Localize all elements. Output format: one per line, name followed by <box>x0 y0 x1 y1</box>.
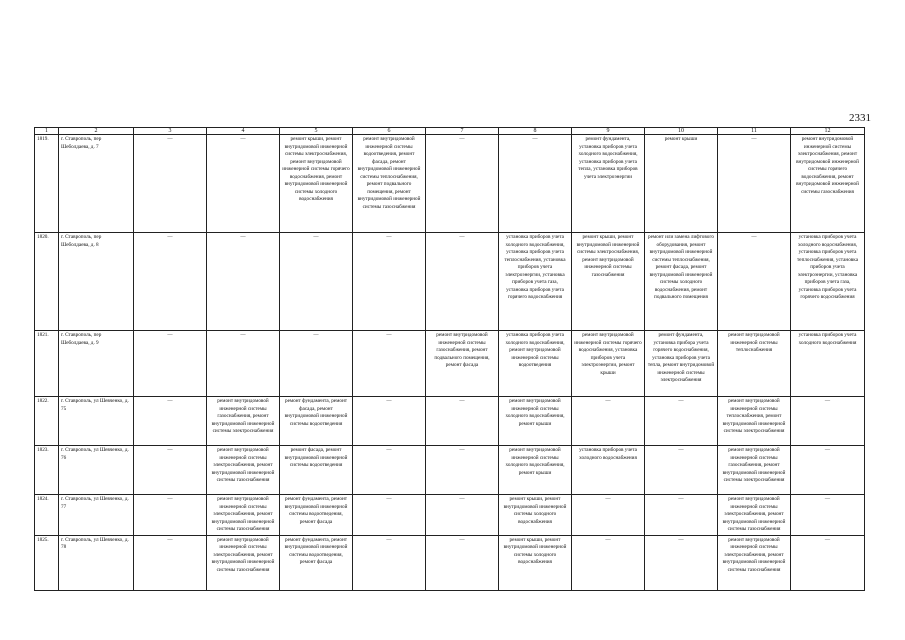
work-cell: — <box>499 135 572 233</box>
column-header: 5 <box>280 128 353 135</box>
column-number-row <box>35 128 865 135</box>
table-row <box>35 535 865 590</box>
work-cell: ремонт крыши, ремонт внутридомовой инженерной системы холодного водоснабжения <box>499 535 572 590</box>
work-cell: — <box>134 446 207 495</box>
address-cell: г. Ставрополь, пер Шеболдаева, д. 7 <box>59 135 134 233</box>
work-cell: установка приборов учета холодного водоснабжения, установка приборов учета теплоснабжения, установка приборов учета электроэнергии, установка приборов учета газа, установка приборов учета горячего водоснабжения <box>499 233 572 331</box>
row-number: 1819. <box>35 135 59 233</box>
address-cell: г. Ставрополь, пер Шеболдаева, д. 9 <box>59 331 134 397</box>
column-header: 11 <box>718 128 791 135</box>
row-number: 1822. <box>35 397 59 446</box>
work-cell: ремонт фасада, ремонт внутридомовой инженерной системы водоотведения <box>280 446 353 495</box>
table-row <box>35 397 865 446</box>
work-cell: — <box>426 535 499 590</box>
work-cell: — <box>791 535 865 590</box>
table-row <box>35 446 865 495</box>
repair-schedule-table <box>34 127 865 591</box>
column-header: 1 <box>35 128 59 135</box>
work-cell: — <box>134 535 207 590</box>
row-number: 1820. <box>35 233 59 331</box>
column-header: 3 <box>134 128 207 135</box>
work-cell: — <box>426 446 499 495</box>
work-cell: — <box>134 135 207 233</box>
address-cell: г. Ставрополь, ул Шевченко, д. 77 <box>59 495 134 536</box>
work-cell: — <box>353 446 426 495</box>
work-cell: ремонт фундамента, ремонт внутридомовой инженерной системы водоотведения, ремонт фасада <box>280 535 353 590</box>
work-cell: — <box>134 331 207 397</box>
work-cell: ремонт фундамента, установка приборов учета холодного водоснабжения, установка приборов учета тепла, установка приборов учета электроэнергии <box>572 135 645 233</box>
work-cell: — <box>280 331 353 397</box>
work-cell: ремонт внутридомовой инженерной системы холодного водоснабжения, ремонт крыши <box>499 397 572 446</box>
address-cell: г. Ставрополь, ул Шевченко, д. 78 <box>59 535 134 590</box>
work-cell: установка приборов учета холодного водоснабжения <box>791 331 865 397</box>
address-cell: г. Ставрополь, ул Шевченко, д. 76 <box>59 446 134 495</box>
column-header: 10 <box>645 128 718 135</box>
column-header: 7 <box>426 128 499 135</box>
work-cell: ремонт внутридомовой инженерной системы газоснабжения, ремонт внутридомовой инженерной системы электроснабжения <box>718 446 791 495</box>
work-cell: — <box>718 233 791 331</box>
work-cell: — <box>645 446 718 495</box>
work-cell: ремонт крыши, ремонт внутридомовой инженерной системы электроснабжения, ремонт внутридомовой инженерной системы газоснабжения <box>572 233 645 331</box>
work-cell: — <box>426 135 499 233</box>
work-cell: ремонт внутридомовой инженерной системы водоотведения, ремонт фасада, ремонт внутридомовой инженерной системы теплоснабжения, ремонт подвального помещения, ремонт внутридомовой инженерной системы газоснабжения <box>353 135 426 233</box>
table-row <box>35 331 865 397</box>
work-cell: — <box>134 233 207 331</box>
table-row <box>35 495 865 536</box>
work-cell: установка приборов учета холодного водоснабжения <box>572 446 645 495</box>
work-cell: — <box>134 397 207 446</box>
row-number: 1824. <box>35 495 59 536</box>
work-cell: — <box>426 233 499 331</box>
row-number: 1823. <box>35 446 59 495</box>
work-cell: — <box>207 135 280 233</box>
work-cell: — <box>791 397 865 446</box>
address-cell: г. Ставрополь, ул Шевченко, д. 75 <box>59 397 134 446</box>
work-cell: ремонт фундамента, ремонт внутридомовой инженерной системы водоотведения, ремонт фасада <box>280 495 353 536</box>
work-cell: — <box>280 233 353 331</box>
work-cell: — <box>426 495 499 536</box>
work-cell: ремонт внутридомовой инженерной системы электроснабжения, ремонт внутридомовой инженерной системы горячего водоснабжения, ремонт внутридомовой инженерной системы газоснабжения <box>791 135 865 233</box>
row-number: 1825. <box>35 535 59 590</box>
work-cell: — <box>426 397 499 446</box>
work-cell: — <box>572 535 645 590</box>
work-cell: ремонт внутридомовой инженерной системы холодного водоснабжения, ремонт крыши <box>499 446 572 495</box>
work-cell: ремонт внутридомовой инженерной системы электроснабжения, ремонт внутридомовой инженерной системы газоснабжения <box>207 446 280 495</box>
page-number: 2331 <box>849 112 871 124</box>
work-cell: — <box>791 446 865 495</box>
column-header: 6 <box>353 128 426 135</box>
work-cell: ремонт внутридомовой инженерной системы газоснабжения, ремонт подвального помещения, ремонт фасада <box>426 331 499 397</box>
column-header: 9 <box>572 128 645 135</box>
work-cell: — <box>645 495 718 536</box>
work-cell: ремонт крыши <box>645 135 718 233</box>
work-cell: — <box>645 535 718 590</box>
work-cell: — <box>353 535 426 590</box>
column-header: 12 <box>791 128 865 135</box>
work-cell: — <box>791 495 865 536</box>
work-cell: ремонт внутридомовой инженерной системы электроснабжения, ремонт внутридомовой инженерной системы газоснабжения <box>718 535 791 590</box>
work-cell: — <box>645 397 718 446</box>
work-cell: — <box>353 331 426 397</box>
work-cell: ремонт внутридомовой инженерной системы электроснабжения, ремонт внутридомовой инженерной системы газоснабжения <box>207 535 280 590</box>
work-cell: ремонт или замена лифтового оборудования, ремонт внутридомовой инженерной системы теплоснабжения, ремонт фасада, ремонт внутридомовой инженерной системы холодного водоснабжения, ремонт подвального помещения <box>645 233 718 331</box>
work-cell: — <box>572 397 645 446</box>
work-cell: — <box>572 495 645 536</box>
work-cell: ремонт внутридомовой инженерной системы теплоснабжения <box>718 331 791 397</box>
table-row <box>35 135 865 233</box>
work-cell: ремонт крыши, ремонт внутридомовой инженерной системы холодного водоснабжения <box>499 495 572 536</box>
work-cell: установка приборов учета холодного водоснабжения, установка приборов учета теплоснабжения, установка приборов учета электроэнергии, установка приборов учета газа, установка приборов учета горячего водоснабжения <box>791 233 865 331</box>
column-header: 8 <box>499 128 572 135</box>
work-cell: ремонт фундамента, ремонт фасада, ремонт внутридомовой инженерной системы водоотведения <box>280 397 353 446</box>
work-cell: — <box>353 495 426 536</box>
work-cell: — <box>718 135 791 233</box>
table-row <box>35 233 865 331</box>
work-cell: — <box>353 397 426 446</box>
work-cell: — <box>207 233 280 331</box>
work-cell: — <box>353 233 426 331</box>
column-header: 4 <box>207 128 280 135</box>
work-cell: ремонт внутридомовой инженерной системы теплоснабжения, ремонт внутридомовой инженерной системы электроснабжения <box>718 397 791 446</box>
work-cell: ремонт внутридомовой инженерной системы газоснабжения, ремонт внутридомовой инженерной системы электроснабжения <box>207 397 280 446</box>
work-cell: ремонт фундамента, установка прибора учета горячего водоснабжения, установка приборов учета тепла, ремонт внутридомовой инженерной системы электроснабжения <box>645 331 718 397</box>
work-cell: ремонт крыши, ремонт внутридомовой инженерной системы электроснабжения, ремонт внутридомовой инженерной системы горячего водоснабжения, ремонт внутридомовой инженерной системы холодного водоснабжения <box>280 135 353 233</box>
work-cell: ремонт внутридомовой инженерной системы горячего водоснабжения, установка приборов учета электроэнергии, ремонт крыши <box>572 331 645 397</box>
column-header: 2 <box>59 128 134 135</box>
work-cell: ремонт внутридомовой инженерной системы электроснабжения, ремонт внутридомовой инженерной системы газоснабжения <box>718 495 791 536</box>
row-number: 1821. <box>35 331 59 397</box>
work-cell: — <box>134 495 207 536</box>
address-cell: г. Ставрополь, пер Шеболдаева, д. 8 <box>59 233 134 331</box>
work-cell: — <box>207 331 280 397</box>
work-cell: ремонт внутридомовой инженерной системы электроснабжения, ремонт внутридомовой инженерной системы газоснабжения <box>207 495 280 536</box>
work-cell: установка приборов учета холодного водоснабжения, ремонт внутридомовой инженерной системы водоотведения <box>499 331 572 397</box>
